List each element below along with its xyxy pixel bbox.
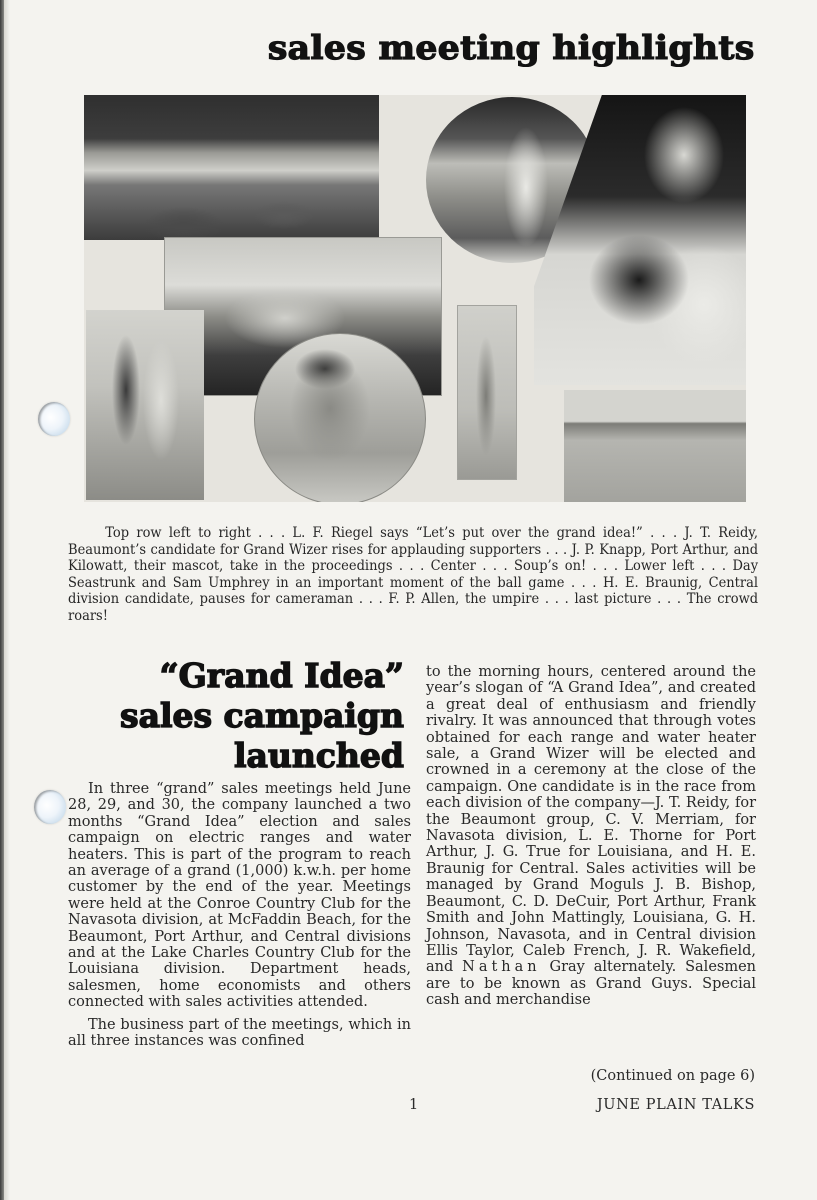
article-text: Gray alternately. Salesmen are to be known as Grand Guys. Special cash and merchandise — [426, 959, 757, 1009]
section-headline: sales meeting highlights — [268, 28, 755, 67]
article-title-line-1: “Grand Idea” — [159, 656, 404, 695]
article-paragraph: In three “grand” sales meetings held June 28, 29, and 30, the company launched a two months “Grand Idea” election and sales campaign on electric ranges and water heaters. This is part of the program to reach an average of a grand (1,000) k.w.h. per home customer by the end of the year. Meetings were held at the Conroe Country Club for the Navasota division, at McFaddin Beach, for the Beaumont, Port Arthur, and Central divisions and at the Lake Charles Country Club for the Louisiana division. Department heads, salesmen, home economists and others connected with sales activities attended. — [68, 781, 411, 1011]
article-column-left — [68, 781, 411, 1050]
page-binding-shadow — [4, 0, 10, 1200]
article-paragraph — [426, 664, 756, 1009]
article-text: to the morning hours, centered around the year’s slogan of “A Grand Idea”, and created a great deal of enthusiasm and friendly rivalry. It was announced that through votes obtained for each range and water heater sale, a Grand Wizer will be elected and crowned in a ceremony at the close of the campaign. One candidate is in the race from each division of the company—J. T. Reidy, for the Beaumont group, C. V. Merriam, for Navasota division, L. E. Thorne for Port Arthur, J. G. True for Louisiana, and H. E. Braunig for Central. Sales activities will be managed by Grand Moguls J. B. Bishop, Beaumont, C. D. DeCuir, Port Arthur, Frank Smith and John Mattingly, Louisiana, G. H. Johnson, Navasota, and in Central division Ellis Taylor, Caleb French, J. R. Wakefield, and — [426, 664, 756, 976]
page-number: 1 — [409, 1097, 419, 1113]
continued-on-page: (Continued on page 6) — [590, 1068, 755, 1084]
article-title — [70, 656, 404, 776]
punch-hole-lower — [34, 790, 66, 824]
article-title-line-2: sales campaign — [119, 696, 404, 735]
article-column-right — [426, 664, 756, 1009]
article-text-spaced: Nathan — [462, 959, 541, 976]
photo-ballgame-left — [86, 310, 204, 500]
photo-collage — [84, 95, 746, 502]
publication-title: JUNE PLAIN TALKS — [596, 1097, 755, 1113]
photo-caption: Top row left to right . . . L. F. Riegel says “Let’s put over the grand idea!” . . . J. T. Reidy, Beaumont’s candidate for Grand Wizer rises for applauding supporters . . . J. P. Knapp, Port Arthur, and Kilowatt, their mascot, take in the proceedings . . . Center . . . Soup’s on! . . . Lower left . . . Day Seastrunk and Sam Umphrey in an important moment of the ball game . . . H. E. Braunig, Central division candidate, pauses for cameraman . . . F. P. Allen, the umpire . . . last picture . . . The crowd roars! — [68, 525, 759, 624]
article-title-line-3: launched — [233, 736, 404, 775]
article-paragraph: The business part of the meetings, which in all three instances was confined — [68, 1016, 411, 1050]
photo-ballgame-crowd — [564, 390, 746, 502]
punch-hole-upper — [38, 402, 70, 436]
photo-umpire — [457, 305, 517, 480]
photo-circle-portrait — [254, 333, 426, 502]
photo-meeting-hall — [84, 95, 379, 240]
